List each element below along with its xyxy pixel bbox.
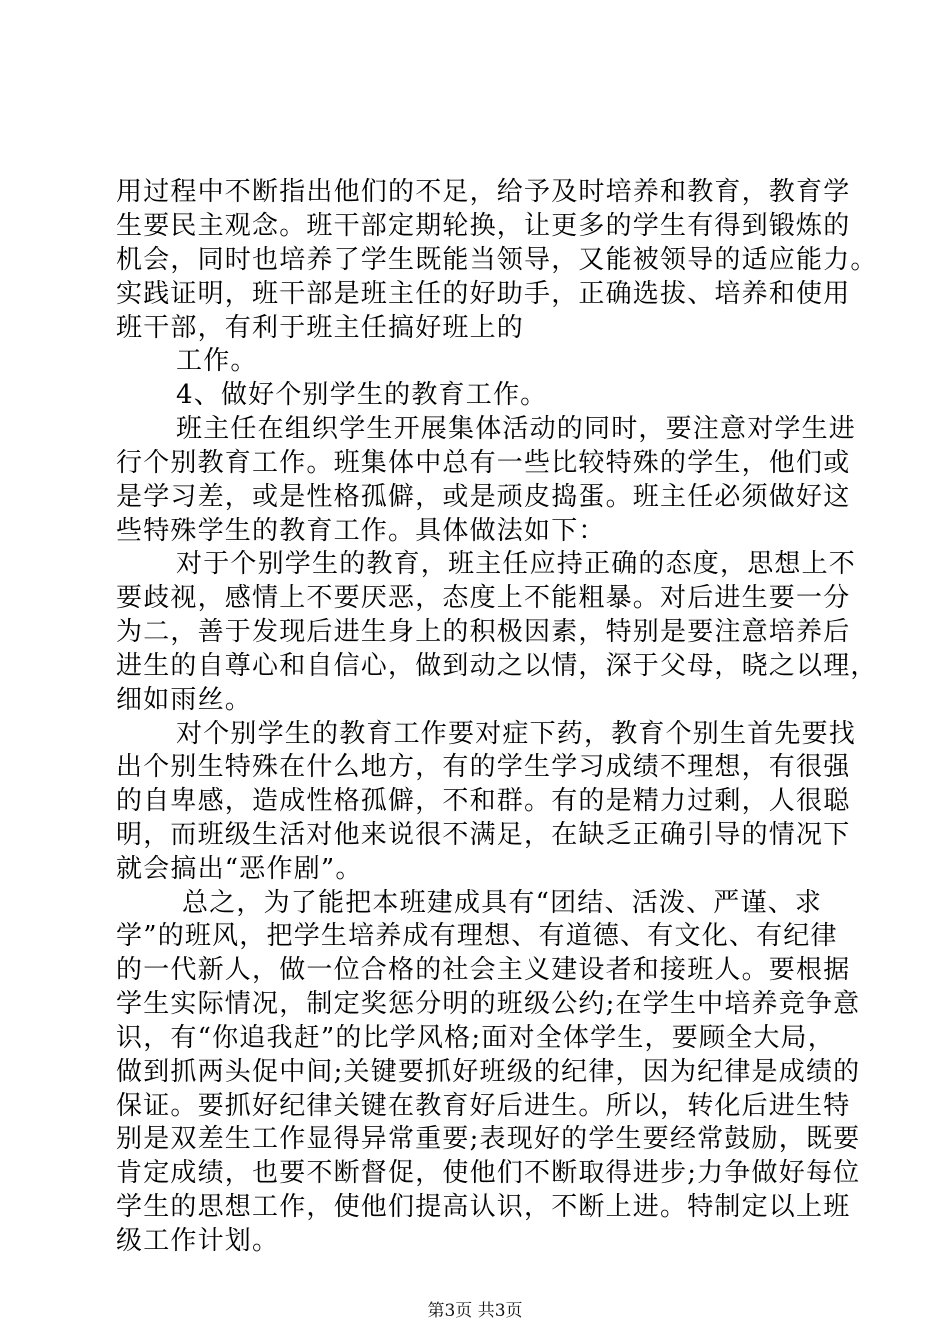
text-line: 对于个别学生的教育，班主任应持正确的态度，思想上不 (176, 549, 857, 579)
text-line: 细如雨丝。 (116, 685, 253, 715)
text-line: 肯定成绩，也要不断督促，使他们不断取得进步;力争做好每位 (116, 1158, 861, 1188)
text-line: 实践证明，班干部是班主任的好助手，正确选拔、培养和使用 (116, 279, 851, 309)
text-line: 班主任在组织学生开展集体活动的同时，要注意对学生进 (176, 414, 857, 444)
text-line: 总之，为了能把本班建成具有“团结、活泼、严谨、求 (182, 888, 823, 918)
text-line: 工作。 (176, 346, 258, 376)
text-line: 识，有“你追我赶”的比学风格;面对全体学生，要顾全大局， (116, 1023, 835, 1053)
text-line: 就会搞出“恶作剧”。 (116, 854, 363, 884)
section-heading: 4、做好个别学生的教育工作。 (176, 380, 548, 410)
text-line: 保证。要抓好纪律关键在教育好后进生。所以，转化后进生特 (116, 1091, 851, 1121)
text-line: 的自卑感，造成性格孤僻，不和群。有的是精力过剩，人很聪 (116, 786, 851, 816)
text-line: 行个别教育工作。班集体中总有一些比较特殊的学生，他们或 (116, 448, 851, 478)
text-line: 学生实际情况，制定奖惩分明的班级公约;在学生中培养竞争意 (116, 989, 861, 1019)
text-line: 为二，善于发现后进生身上的积极因素，特别是要注意培养后 (116, 617, 851, 647)
text-line: 学”的班风，把学生培养成有理想、有道德、有文化、有纪律 (116, 921, 838, 951)
page-footer: 第3页 共3页 (427, 1301, 523, 1321)
text-line: 的一代新人，做一位合格的社会主义建设者和接班人。要根据 (116, 955, 851, 985)
text-line: 生要民主观念。班干部定期轮换，让更多的学生有得到锻炼的 (116, 211, 851, 241)
text-line: 班干部，有利于班主任搞好班上的 (116, 313, 525, 343)
text-line: 进生的自尊心和自信心，做到动之以情，深于父母，晓之以理， (116, 651, 878, 681)
text-line: 明，而班级生活对他来说很不满足，在缺乏正确引导的情况下 (116, 820, 851, 850)
text-line: 做到抓两头促中间;关键要抓好班级的纪律，因为纪律是成绩的 (116, 1057, 861, 1087)
text-line: 别是双差生工作显得异常重要;表现好的学生要经常鼓励，既要 (116, 1124, 861, 1154)
text-line: 机会，同时也培养了学生既能当领导，又能被领导的适应能力。 (116, 245, 878, 275)
text-line: 用过程中不断指出他们的不足，给予及时培养和教育，教育学 (116, 177, 851, 207)
text-line: 级工作计划。 (116, 1226, 280, 1256)
text-line: 些特殊学生的教育工作。具体做法如下： (116, 516, 606, 546)
text-line: 要歧视，感情上不要厌恶，态度上不能粗暴。对后进生要一分 (116, 583, 851, 613)
text-line: 出个别生特殊在什么地方，有的学生学习成绩不理想，有很强 (116, 752, 851, 782)
text-line: 学生的思想工作，使他们提高认识，不断上进。特制定以上班 (116, 1192, 851, 1222)
text-line: 是学习差，或是性格孤僻，或是顽皮捣蛋。班主任必须做好这 (116, 482, 851, 512)
text-line: 对个别学生的教育工作要对症下药，教育个别生首先要找 (176, 719, 857, 749)
